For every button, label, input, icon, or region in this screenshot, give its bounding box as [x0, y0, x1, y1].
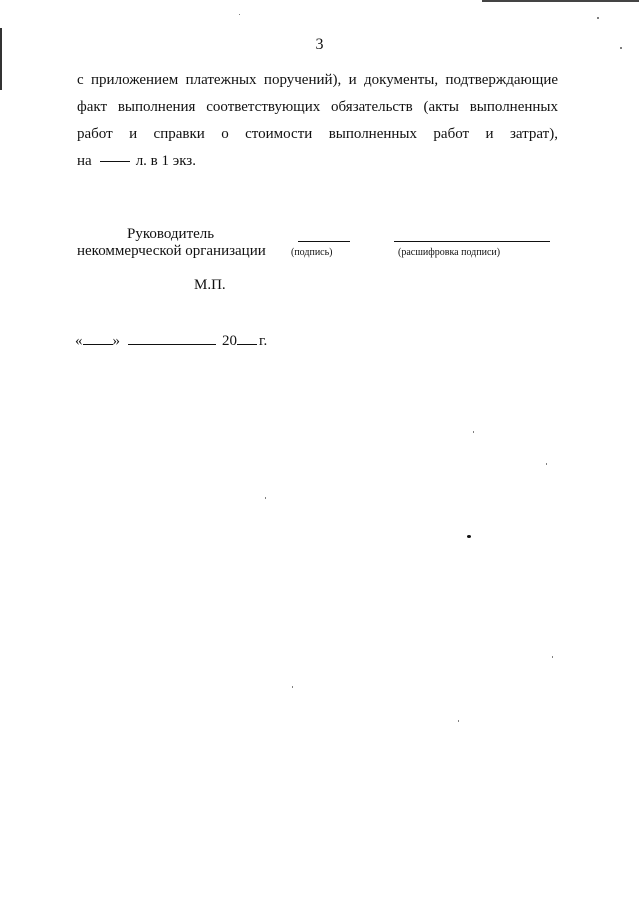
page-number: 3	[315, 36, 324, 53]
decoding-line	[394, 241, 550, 242]
year-prefix: 20	[222, 333, 237, 349]
scan-speck	[552, 656, 553, 658]
top-edge-rule	[482, 0, 639, 2]
scan-speck	[292, 686, 293, 688]
signature-caption: (подпись)	[291, 247, 333, 258]
year-blank	[237, 331, 257, 345]
year-suffix: г.	[259, 333, 268, 349]
paragraph-line-2: факт выполнения соответствующих обязательств (акты выполненных	[77, 99, 558, 115]
paragraph-line-4: на л. в 1 экз.	[77, 148, 558, 175]
body-paragraph	[77, 67, 558, 175]
close-quote: »	[112, 333, 120, 349]
scan-speck	[458, 720, 459, 722]
scan-speck	[265, 497, 266, 499]
paragraph-line-3: работ и справки о стоимости выполненных работ и затрат),	[77, 126, 558, 142]
scan-speck	[467, 535, 471, 538]
stamp-place: М.П.	[194, 277, 226, 293]
scan-speck	[473, 431, 474, 433]
scan-speck	[546, 463, 547, 465]
scan-speck	[620, 47, 622, 49]
signer-title-line-1: Руководитель	[127, 226, 215, 242]
scan-speck	[239, 14, 240, 15]
scan-speck	[597, 17, 599, 19]
signature-line	[298, 241, 350, 242]
signer-title-line-2: некоммерческой организации	[77, 243, 266, 259]
day-blank	[83, 331, 113, 345]
open-quote: «	[75, 333, 83, 349]
date-line	[75, 331, 267, 350]
sheet-count-blank	[100, 148, 130, 162]
paragraph-line-1: с приложением платежных поручений), и документы, подтверждающие	[77, 72, 558, 88]
month-blank	[128, 331, 216, 345]
decoding-caption: (расшифровка подписи)	[398, 247, 501, 258]
